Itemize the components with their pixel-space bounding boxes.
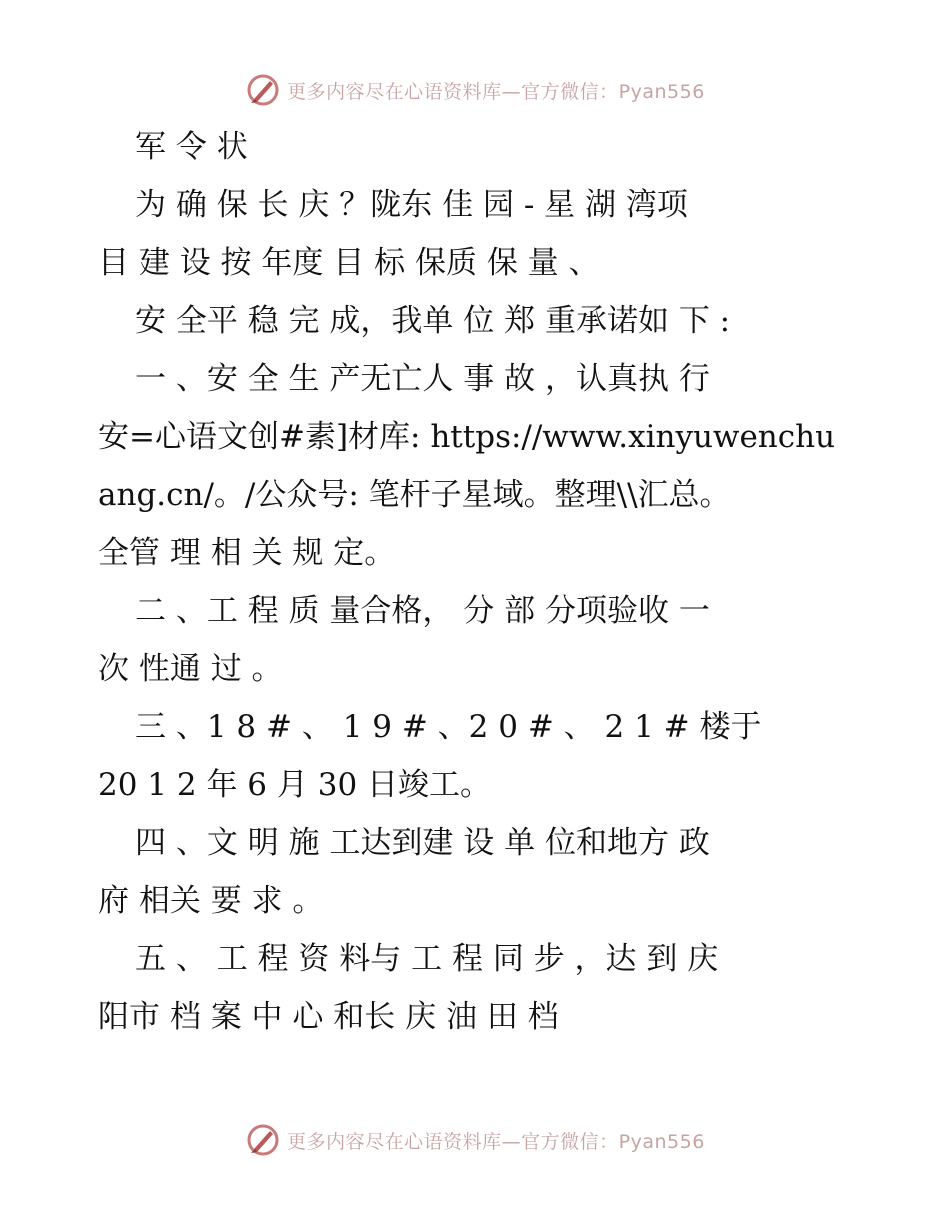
paragraph-line: 全管 理 相 关 规 定。 xyxy=(98,535,396,571)
document-title: 军 令 状 xyxy=(135,129,248,165)
watermark-text: 更多内容尽在心语资料库—官方微信：Pyan556 xyxy=(287,1130,705,1153)
paragraph-line: 三 、1 8 # 、 1 9 # 、2 0 # 、 2 1 # 楼于 xyxy=(135,709,762,745)
paragraph-line: 一 、安 全 生 产无亡人 事 故 ，认真执 行 xyxy=(135,361,710,397)
paragraph-line: 20 1 2 年 6 月 30 日竣工。 xyxy=(98,767,492,803)
watermark-footer xyxy=(0,1120,950,1160)
paragraph-line: 次 性通 过 。 xyxy=(98,651,283,687)
pen-logo-icon xyxy=(245,1122,281,1158)
paragraph-line: 二 、工 程 质 量合格， 分 部 分项验收 一 xyxy=(135,593,710,629)
paragraph-line: 阳市 档 案 中 心 和长 庆 油 田 档 xyxy=(98,999,559,1035)
paragraph-line: 目 建 设 按 年度 目 标 保质 保 量 、 xyxy=(98,245,600,281)
paragraph-line: 四 、文 明 施 工达到建 设 单 位和地方 政 xyxy=(135,825,710,861)
paragraph-line: 五 、 工 程 资 料与 工 程 同 步 ，达 到 庆 xyxy=(135,941,719,977)
paragraph-line: 府 相关 要 求 。 xyxy=(98,883,324,919)
paragraph-line: 安 全平 稳 完 成，我单 位 郑 重承诺如 下 : xyxy=(135,303,731,339)
paragraph-line: 为 确 保 长 庆 ？陇东 佳 园 - 星 湖 湾项 xyxy=(135,187,688,223)
paragraph-line: ang.cn/。/公众号: 笔杆子星域。整理\\汇总。 xyxy=(98,477,731,513)
paragraph-line: 安=心语文创#素]材库: https://www.xinyuwenchu xyxy=(98,419,836,455)
watermark-text: 更多内容尽在心语资料库—官方微信：Pyan556 xyxy=(287,80,705,103)
